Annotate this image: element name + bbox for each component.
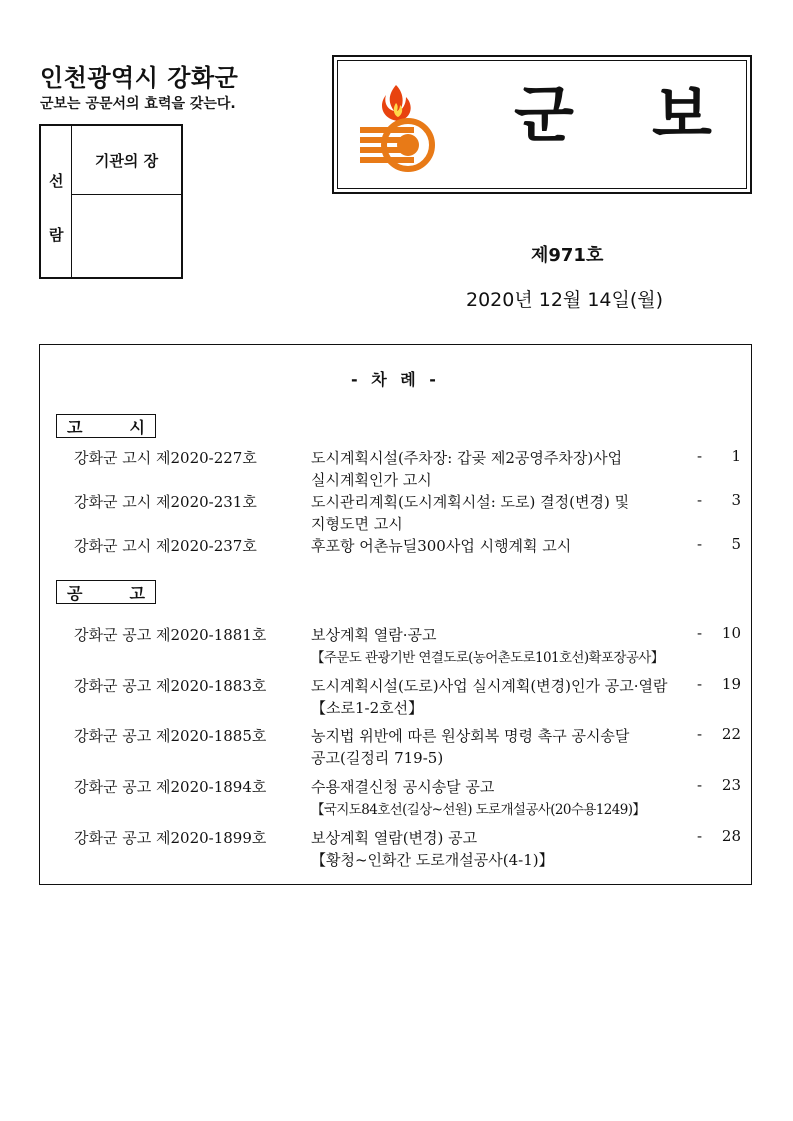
entry-number: 강화군 공고 제2020-1885호 — [74, 727, 267, 745]
entry-title: 농지법 위반에 따른 원상회복 명령 촉구 공시송달 — [311, 727, 630, 745]
approval-label-1: 선 — [49, 172, 64, 190]
title-banner — [332, 55, 752, 194]
table-of-contents — [39, 344, 752, 885]
entry-number: 강화군 고시 제2020-237호 — [74, 537, 257, 555]
entry-page: 28 — [721, 827, 741, 845]
entry-subtitle: 【황청~인화간 도로개설공사(4-1)】 — [311, 851, 554, 869]
entry-title-cont: 공고(길정리 719-5) — [311, 749, 444, 767]
section-label-char: 시 — [129, 417, 145, 437]
entry-title-cont: 실시계획인가 고시 — [311, 471, 432, 489]
approval-box — [39, 124, 183, 279]
approval-head: 기관의 장 — [72, 126, 181, 195]
entry-dash: - — [697, 491, 703, 509]
entry-subtitle: 【주문도 관광기반 연결도로(농어촌도로101호선)확포장공사】 — [311, 650, 664, 666]
entry-page: 1 — [731, 447, 741, 465]
approval-column — [41, 126, 72, 277]
issue-date: 2020년 12월 14일(월) — [466, 289, 664, 311]
entry-dash: - — [697, 447, 703, 465]
entry-title: 후포항 어촌뉴딜300사업 시행계획 고시 — [311, 537, 572, 555]
entry-number: 강화군 고시 제2020-227호 — [74, 449, 257, 467]
toc-title: - 차 례 - — [351, 370, 440, 389]
org-subtitle: 군보는 공문서의 효력을 갖는다. — [40, 96, 236, 112]
issue-number: 제971호 — [531, 245, 604, 266]
entry-dash: - — [697, 776, 703, 794]
entry-page: 19 — [721, 675, 741, 693]
banner-title-char-2: 보 — [652, 78, 712, 151]
entry-title: 도시관리계획(도시계획시설: 도로) 결정(변경) 및 — [311, 493, 630, 511]
section-label-char: 공 — [67, 583, 83, 603]
entry-page: 5 — [731, 535, 741, 553]
entry-subtitle: 【국지도84호선(길상~선원) 도로개설공사(20수용1249)】 — [311, 802, 646, 818]
entry-dash: - — [697, 827, 703, 845]
entry-title: 수용재결신청 공시송달 공고 — [311, 778, 495, 796]
entry-number: 강화군 공고 제2020-1894호 — [74, 778, 267, 796]
entry-dash: - — [697, 675, 703, 693]
entry-subtitle: 【소로1-2호선】 — [311, 699, 424, 717]
entry-dash: - — [697, 725, 703, 743]
entry-dash: - — [697, 624, 703, 642]
entry-page: 3 — [731, 491, 741, 509]
entry-number: 강화군 공고 제2020-1899호 — [74, 829, 267, 847]
section-label-notices — [56, 414, 156, 438]
entry-title: 보상계획 열람(변경) 공고 — [311, 829, 478, 847]
entry-title: 도시계획시설(도로)사업 실시계획(변경)인가 공고·열람 — [311, 677, 668, 695]
entry-page: 10 — [721, 624, 741, 642]
org-title: 인천광역시 강화군 — [40, 64, 239, 92]
entry-number: 강화군 공고 제2020-1883호 — [74, 677, 267, 695]
banner-title-char-1: 군 — [514, 78, 574, 151]
entry-number: 강화군 공고 제2020-1881호 — [74, 626, 267, 644]
entry-page: 23 — [721, 776, 741, 794]
entry-title: 도시계획시설(주차장: 갑곶 제2공영주차장)사업 — [311, 449, 623, 467]
approval-label-2: 람 — [49, 226, 64, 244]
entry-dash: - — [697, 535, 703, 553]
entry-title-cont: 지형도면 고시 — [311, 515, 403, 533]
entry-title: 보상계획 열람·공고 — [311, 626, 437, 644]
section-label-announcements — [56, 580, 156, 604]
entry-number: 강화군 고시 제2020-231호 — [74, 493, 257, 511]
section-label-char: 고 — [67, 417, 83, 437]
flame-emblem-icon — [356, 81, 442, 173]
entry-page: 22 — [721, 725, 741, 743]
section-label-char: 고 — [129, 583, 145, 603]
